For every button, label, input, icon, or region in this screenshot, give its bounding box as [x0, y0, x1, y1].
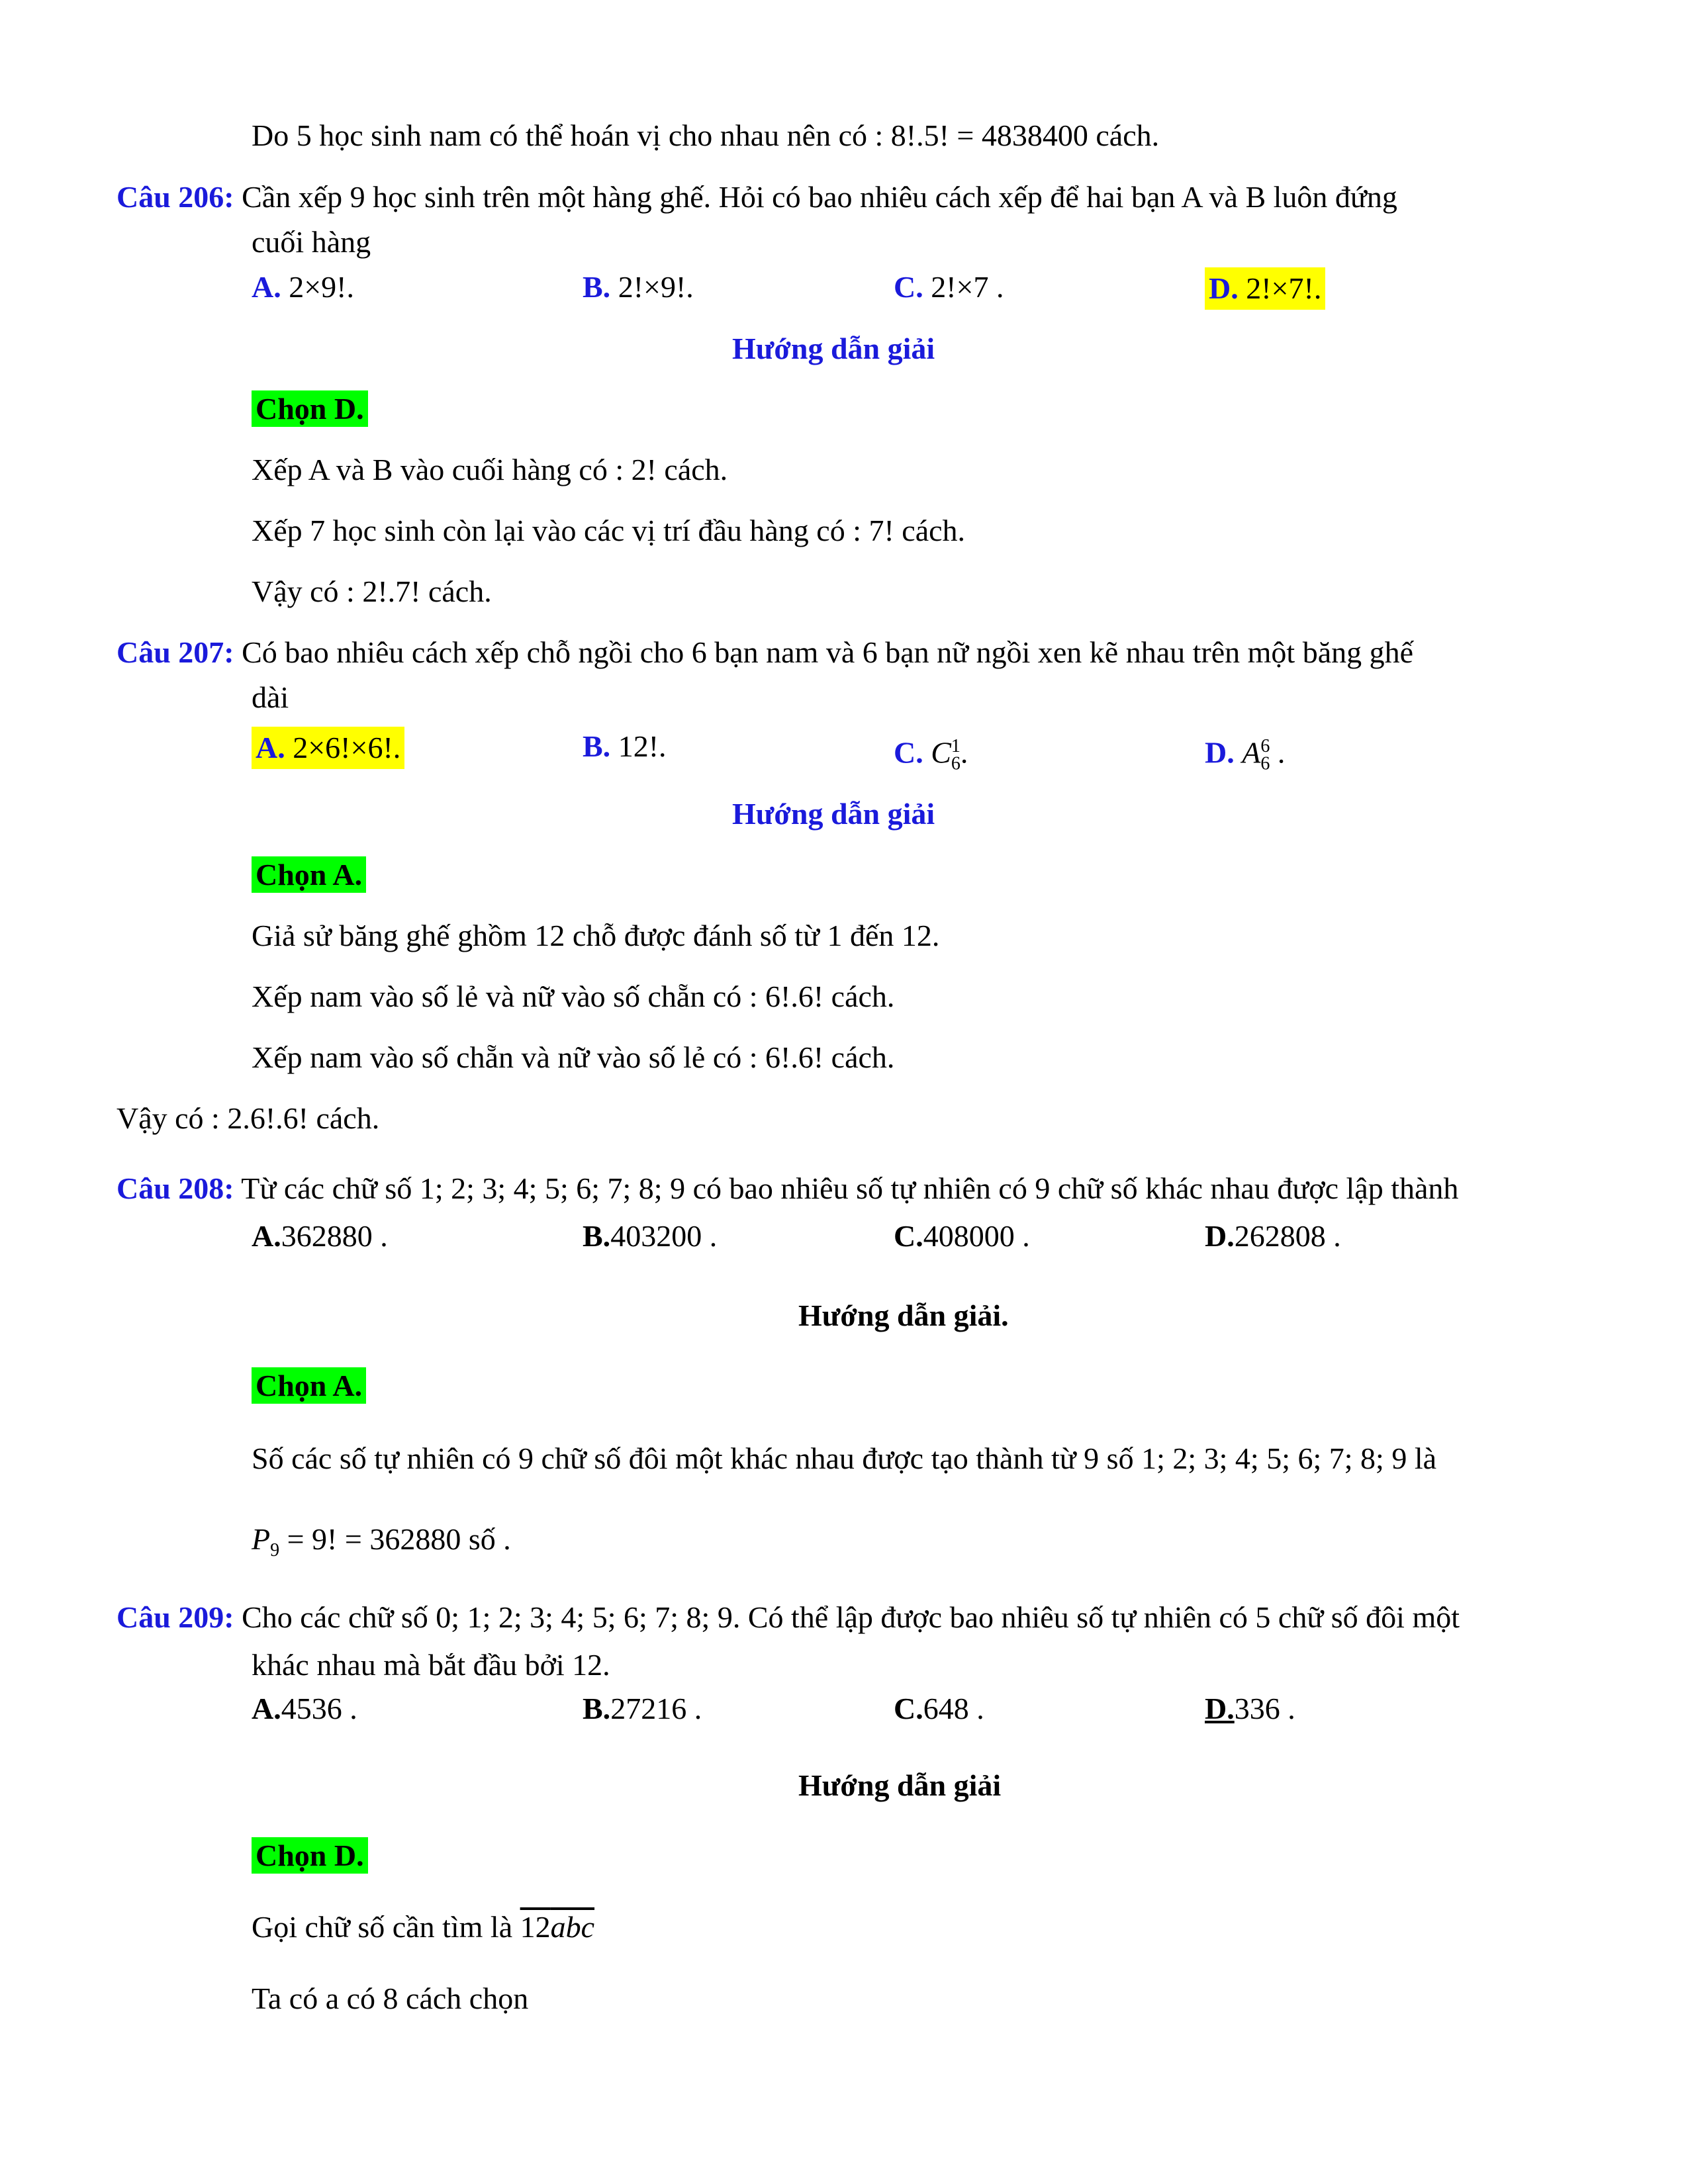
- option-a-correct[interactable]: [252, 727, 404, 769]
- option-value: 2!×7!.: [1246, 271, 1322, 305]
- option-a[interactable]: [252, 1689, 357, 1729]
- option-c[interactable]: [894, 727, 968, 784]
- previous-solution-line: Do 5 học sinh nam có thể hoán vị cho nhau nên có : 8!.5! = 4838400 cách.: [252, 118, 1160, 152]
- option-d[interactable]: [1205, 1216, 1341, 1256]
- option-letter: D.: [1205, 1219, 1235, 1253]
- option-letter: A.: [252, 270, 281, 304]
- question-text-cont: dài: [252, 680, 289, 714]
- option-value: A: [1242, 735, 1261, 770]
- option-value: 362880 .: [281, 1219, 388, 1253]
- option-letter: B.: [583, 1692, 611, 1725]
- option-letter: C.: [894, 1219, 923, 1253]
- option-letter: D.: [1205, 1692, 1235, 1725]
- solution-line: Xếp A và B vào cuối hàng có : 2! cách.: [252, 453, 728, 486]
- option-letter: B.: [583, 270, 611, 304]
- solution-line: Số các số tự nhiên có 9 chữ số đôi một khác nhau được tạo thành từ 9 số 1; 2; 3; 4; 5; 6; 7; 8; 9 là: [252, 1441, 1437, 1475]
- solution-heading: Hướng dẫn giải: [732, 332, 935, 365]
- question-text: Từ các chữ số 1; 2; 3; 4; 5; 6; 7; 8; 9 có bao nhiêu số tự nhiên có 9 chữ số khác nhau được lập thành: [241, 1171, 1459, 1205]
- solution-line: [252, 1907, 594, 1947]
- option-superscript: 6: [1260, 736, 1270, 756]
- option-b[interactable]: [583, 727, 667, 766]
- number-overline: [520, 1910, 594, 1944]
- option-d-correct[interactable]: [1205, 1689, 1295, 1729]
- option-letter: A.: [252, 1219, 281, 1253]
- formula-subscript: 9: [270, 1540, 280, 1561]
- number-digits: 12: [520, 1910, 551, 1944]
- option-b[interactable]: [583, 1689, 702, 1729]
- solution-heading: Hướng dẫn giải: [732, 797, 935, 831]
- option-letter: D.: [1205, 735, 1235, 770]
- option-superscript: 1: [951, 736, 961, 756]
- option-tail: .: [1270, 735, 1286, 770]
- option-c[interactable]: [894, 1689, 984, 1729]
- option-value: 2×6!×6!.: [293, 731, 401, 764]
- option-value: 12!.: [618, 729, 667, 763]
- option-value: 2×9!.: [289, 270, 354, 304]
- solution-line: Xếp nam vào số lẻ và nữ vào số chẵn có : 6!.6! cách.: [252, 979, 895, 1013]
- question-207: [117, 633, 1569, 672]
- solution-line: Giả sử băng ghế ghồm 12 chỗ được đánh số từ 1 đến 12.: [252, 919, 940, 952]
- question-208: [117, 1169, 1569, 1208]
- option-value: 262808 .: [1234, 1219, 1341, 1253]
- solution-formula: [252, 1520, 511, 1570]
- option-value: 2!×7 .: [931, 270, 1004, 304]
- option-letter: D.: [1209, 271, 1239, 305]
- question-text-cont: khác nhau mà bắt đầu bởi 12.: [252, 1648, 610, 1682]
- option-value: 408000 .: [923, 1219, 1030, 1253]
- option-subscript: 6: [951, 753, 961, 774]
- option-c[interactable]: [894, 267, 1004, 307]
- option-value: 4536 .: [281, 1692, 357, 1725]
- formula-symbol: P: [252, 1522, 271, 1556]
- option-letter: A.: [256, 731, 285, 764]
- question-text: Có bao nhiêu cách xếp chỗ ngồi cho 6 bạn nam và 6 bạn nữ ngồi xen kẽ nhau trên một băng ghế: [242, 635, 1414, 669]
- answer-badge: Chọn D.: [252, 390, 368, 427]
- option-letter: A.: [252, 1692, 281, 1725]
- option-letter: C.: [894, 735, 923, 770]
- formula-rest: = 9! = 362880 số .: [279, 1522, 511, 1556]
- option-b[interactable]: [583, 267, 694, 307]
- option-tail: .: [960, 735, 968, 770]
- solution-heading: Hướng dẫn giải: [798, 1768, 1002, 1802]
- answer-badge: Chọn A.: [252, 856, 366, 893]
- option-letter: C.: [894, 1692, 923, 1725]
- answer-badge: Chọn A.: [252, 1367, 366, 1404]
- solution-text: Gọi chữ số cần tìm là: [252, 1910, 520, 1944]
- question-label: Câu 209:: [117, 1600, 234, 1634]
- option-value: 336 .: [1234, 1692, 1295, 1725]
- solution-heading: Hướng dẫn giải.: [798, 1298, 1009, 1332]
- solution-line: Ta có a có 8 cách chọn: [252, 1981, 529, 2015]
- option-value: 648 .: [923, 1692, 984, 1725]
- option-value: 2!×9!.: [618, 270, 694, 304]
- option-a[interactable]: [252, 1216, 388, 1256]
- question-209: [117, 1598, 1569, 1637]
- option-d[interactable]: [1205, 727, 1285, 784]
- question-label: Câu 206:: [117, 180, 234, 214]
- option-d-correct[interactable]: [1205, 267, 1325, 310]
- number-variables: abc: [550, 1910, 595, 1944]
- question-text: Cho các chữ số 0; 1; 2; 3; 4; 5; 6; 7; 8; 9. Có thể lập được bao nhiêu số tự nhiên có 5 chữ số đôi một: [242, 1600, 1460, 1634]
- option-a[interactable]: [252, 267, 354, 307]
- solution-conclusion: Vậy có : 2.6!.6! cách.: [117, 1101, 380, 1135]
- question-label: Câu 207:: [117, 635, 234, 669]
- option-letter: B.: [583, 729, 611, 763]
- solution-line: Xếp 7 học sinh còn lại vào các vị trí đầu hàng có : 7! cách.: [252, 514, 966, 547]
- option-b[interactable]: [583, 1216, 717, 1256]
- question-text-cont: cuối hàng: [252, 225, 371, 259]
- option-value: C: [931, 735, 951, 770]
- question-206: [117, 177, 1569, 217]
- solution-line: Xếp nam vào số chẵn và nữ vào số lẻ có : 6!.6! cách.: [252, 1040, 895, 1074]
- option-subscript: 6: [1260, 753, 1270, 774]
- solution-line: Vậy có : 2!.7! cách.: [252, 574, 492, 608]
- option-c[interactable]: [894, 1216, 1030, 1256]
- answer-badge: Chọn D.: [252, 1837, 368, 1874]
- option-letter: C.: [894, 270, 923, 304]
- option-value: 27216 .: [610, 1692, 702, 1725]
- option-value: 403200 .: [610, 1219, 718, 1253]
- question-text: Cần xếp 9 học sinh trên một hàng ghế. Hỏi có bao nhiêu cách xếp để hai bạn A và B luôn đứng: [242, 180, 1397, 214]
- option-letter: B.: [583, 1219, 611, 1253]
- question-label: Câu 208:: [117, 1171, 234, 1205]
